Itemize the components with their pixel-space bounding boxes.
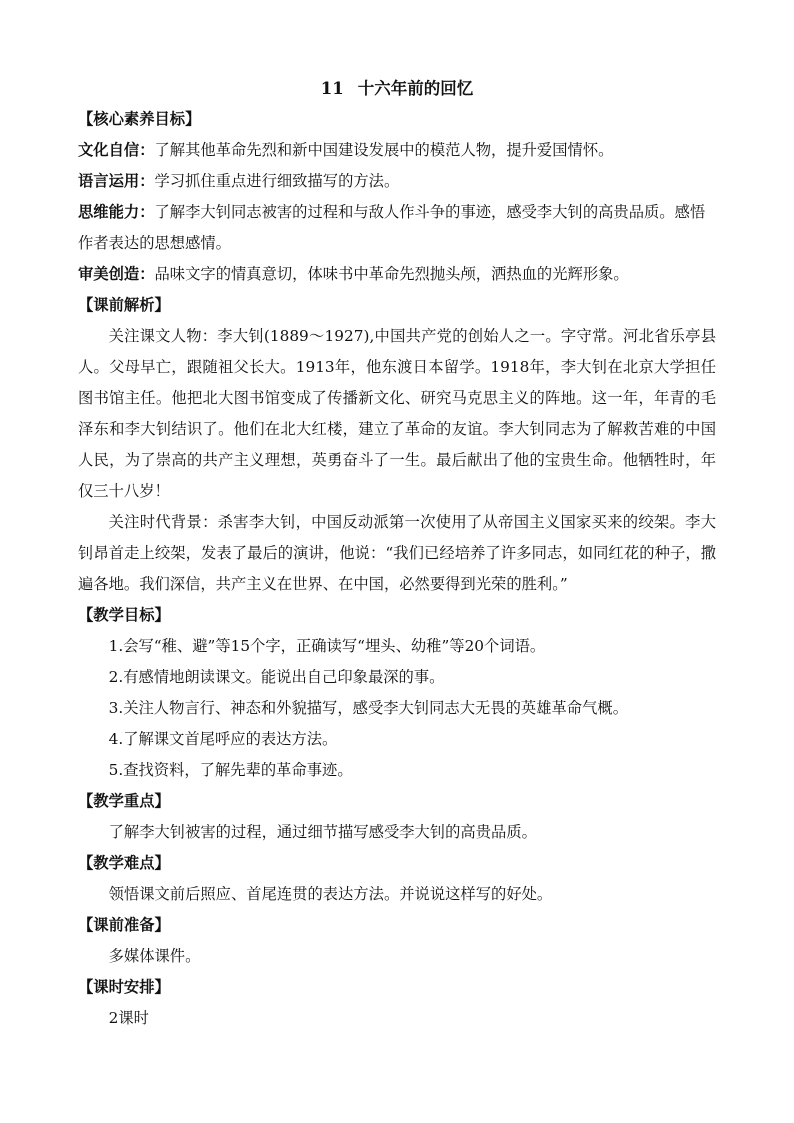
core-item-text: 学习抓住重点进行细致描写的方法。 (154, 172, 400, 190)
teaching-difficulty-text: 领悟课文前后照应、首尾连贯的表达方法。并说说这样写的好处。 (108, 885, 553, 903)
prelesson-heading: 【课前解析】 (78, 296, 170, 314)
teaching-goals-heading: 【教学目标】 (78, 606, 170, 624)
core-item-text: 品味文字的情真意切，体味书中革命先烈抛头颅，洒热血的光辉形象。 (154, 265, 629, 283)
core-item-text: 了解其他革命先烈和新中国建设发展中的模范人物，提升爱国情怀。 (154, 141, 614, 159)
core-item-label: 思维能力： (78, 203, 155, 221)
core-item-aesthetic (78, 259, 716, 290)
lesson-title-text: 十六年前的回忆 (357, 79, 474, 98)
list-item: 4.了解课文首尾呼应的表达方法。 (108, 730, 338, 748)
teaching-focus-heading: 【教学重点】 (78, 792, 170, 810)
core-item-language (78, 166, 716, 197)
core-item-label: 语言运用： (78, 172, 155, 190)
list-item: 2.有感情地朗读课文。能说出自己印象最深的事。 (108, 668, 445, 686)
lesson-title (78, 74, 716, 104)
schedule-text: 2课时 (108, 1009, 149, 1027)
preparation-heading: 【课前准备】 (78, 916, 170, 934)
core-goals-heading: 【核心素养目标】 (78, 110, 201, 128)
core-item-label: 文化自信： (78, 141, 155, 159)
teaching-difficulty-heading: 【教学难点】 (78, 854, 170, 872)
teaching-goals-list (78, 631, 716, 786)
list-item: 1.会写“稚、避”等15个字，正确读写“埋头、幼稚”等20个词语。 (108, 637, 546, 655)
core-item-label: 审美创造： (78, 265, 155, 283)
schedule-heading: 【课时安排】 (78, 978, 170, 996)
preparation-text: 多媒体课件。 (108, 947, 201, 965)
list-item: 5.查找资料，了解先辈的革命事迹。 (108, 761, 353, 779)
prelesson-paragraph: 关注时代背景：杀害李大钊，中国反动派第一次使用了从帝国主义国家买来的绞架。李大钊昂首走上绞架，发表了最后的演讲，他说：“我们已经培养了许多同志，如同红花的种子，撒遍各地。我们深信，共产主义在世界、在中国，必然要得到光荣的胜利。” (78, 513, 716, 593)
lesson-number: 11 (320, 79, 344, 98)
core-item-text: 了解李大钊同志被害的过程和与敌人作斗争的事迹，感受李大钊的高贵品质。感悟作者表达的思想感情。 (78, 203, 706, 252)
list-item: 3.关注人物言行、神态和外貌描写，感受李大钊同志大无畏的英雄革命气概。 (108, 699, 628, 717)
prelesson-paragraph: 关注课文人物：李大钊(1889～1927),中国共产党的创始人之一。字守常。河北省乐亭县人。父母早亡，跟随祖父长大。1913年，他东渡日本留学。1918年，李大钊在北京大学担任图书馆主任。他把北大图书馆变成了传播新文化、研究马克思主义的阵地。这一年，年青的毛泽东和李大钊结识了。他们在北大红楼，建立了革命的友谊。李大钊同志为了解救苦难的中国人民，为了崇高的共产主义理想，英勇奋斗了一生。最后献出了他的宝贵生命。他牺牲时，年仅三十八岁！ (78, 327, 716, 500)
core-item-thinking (78, 197, 716, 259)
teaching-focus-text: 了解李大钊被害的过程，通过细节描写感受李大钊的高贵品质。 (108, 823, 537, 841)
core-item-culture (78, 135, 716, 166)
